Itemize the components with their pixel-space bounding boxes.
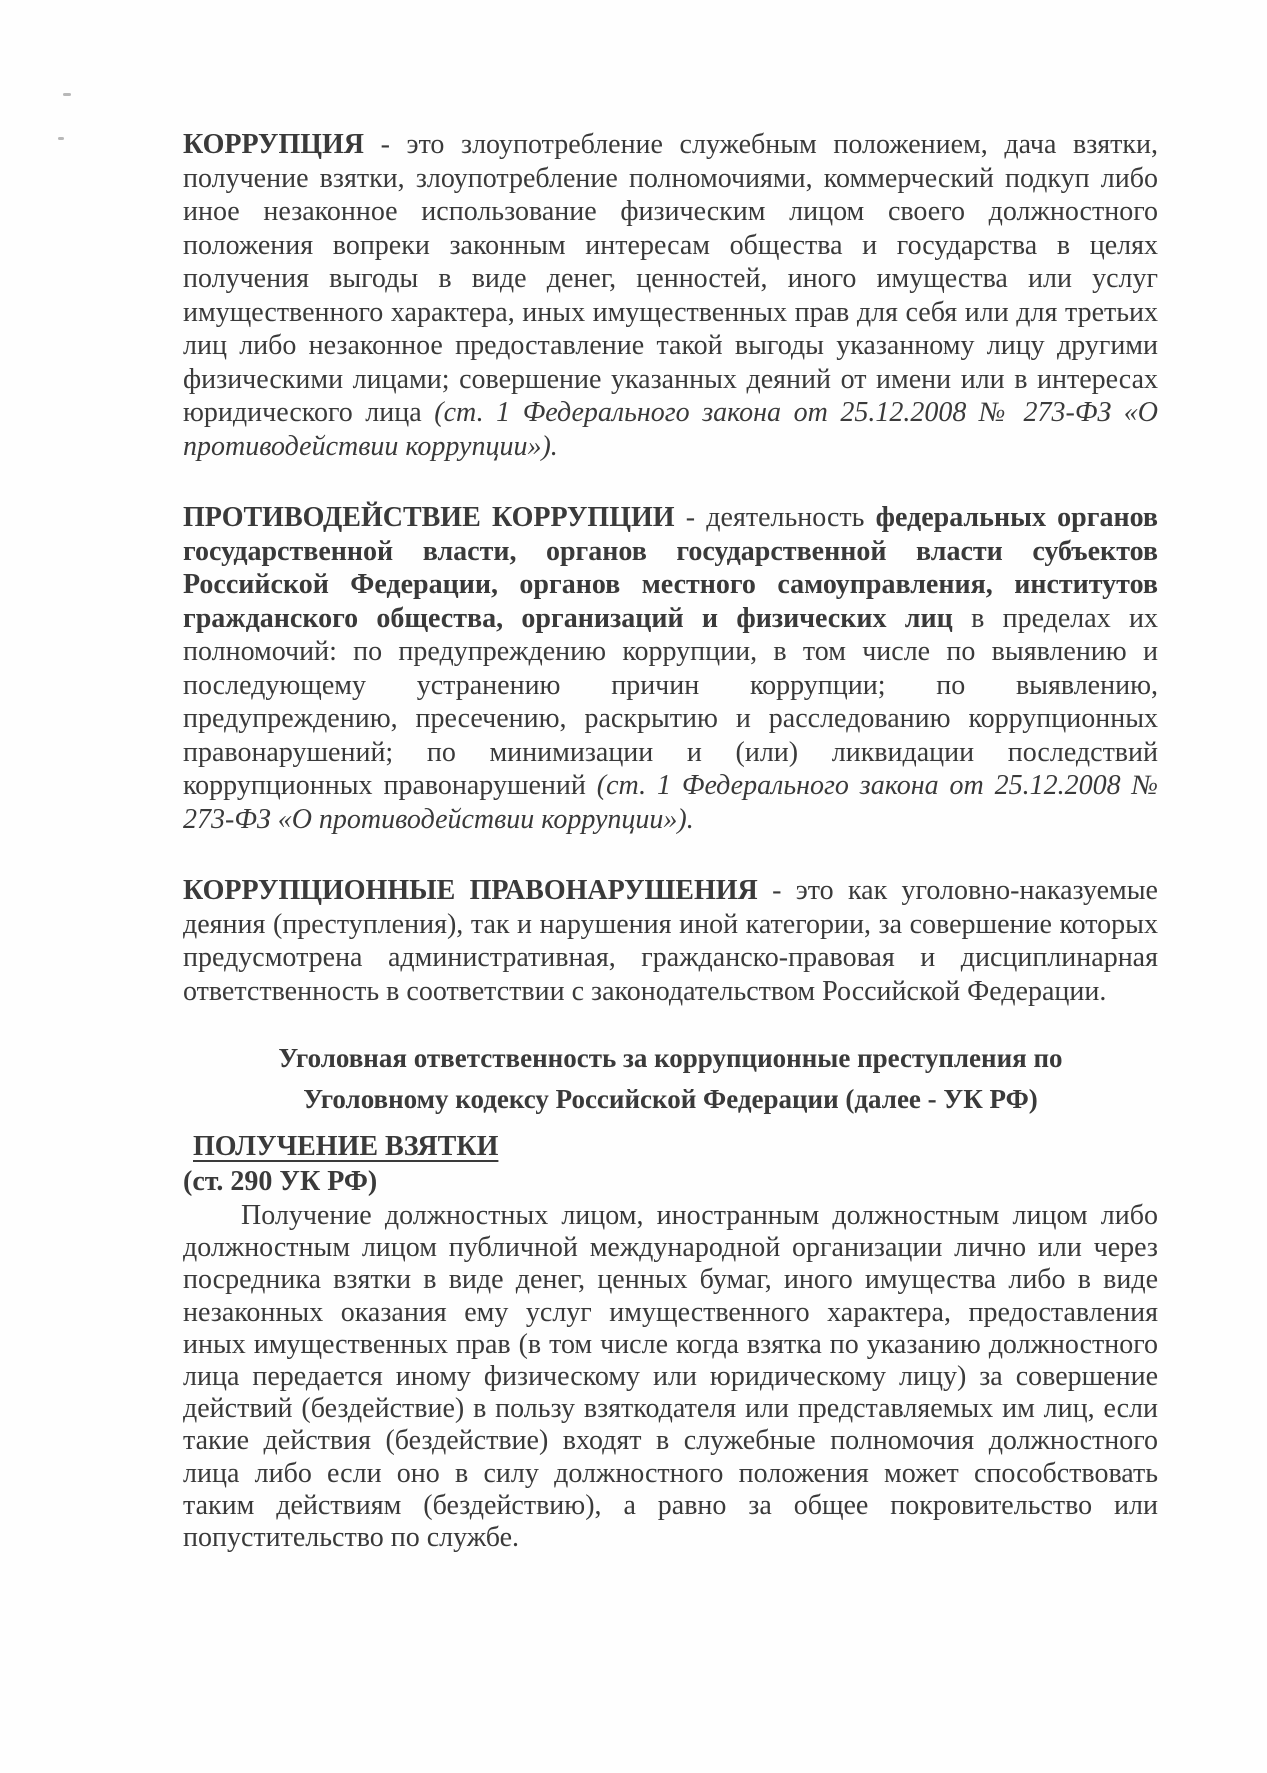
definition-term: КОРРУПЦИЯ: [183, 129, 365, 160]
definition-text-lead: деятельность: [706, 502, 876, 533]
definition-corruption-offenses: [183, 874, 1158, 1008]
definition-term: КОРРУПЦИОННЫЕ ПРАВОНАРУШЕНИЯ: [183, 875, 758, 906]
definition-separator: -: [674, 502, 707, 533]
scan-artifact-dot: [63, 93, 71, 96]
definition-separator: -: [757, 875, 796, 906]
definition-anti-corruption: [183, 501, 1158, 836]
definition-bold-subjects: федеральных органов государственной власти, органов государственной власти субъектов Российской Федерации, органов местного самоуправления, институтов гражданского общества, организаций и физических лиц: [183, 502, 1159, 634]
section-title-line-1: Уголовная ответственность за коррупционные преступления по: [278, 1043, 1063, 1073]
law-citation: (ст. 1 Федерального закона от 25.12.2008 № 273-ФЗ «О противодействии коррупции»).: [183, 770, 1158, 835]
definition-text: это злоупотребление служебным положением, дача взятки, получение взятки, злоупотребление полномочиями, коммерческий подкуп либо иное незаконное использование физическим лицом своего должностного положения вопреки законным интересам общества и государства в целях получения выгоды в виде денег, ценностей, иного имущества или услуг имущественного характера, иных имущественных прав для себя или для третьих лиц либо незаконное предоставление такой выгоды указанному лицу другими физическими лицами; совершение указанных деяний от имени или в интересах юридического лица: [183, 129, 1158, 428]
subsection-heading: ПОЛУЧЕНИЕ ВЗЯТКИ: [193, 1131, 499, 1162]
document-body: [183, 128, 1158, 1554]
law-citation: (ст. 1 Федерального закона от 25.12.2008 № 273-ФЗ «О противодействии коррупции»).: [183, 397, 1159, 462]
definition-separator: -: [364, 129, 407, 160]
definition-term: ПРОТИВОДЕЙСТВИЕ КОРРУПЦИИ: [183, 502, 675, 533]
definition-corruption: [183, 128, 1158, 463]
definition-text: в пределах их полномочий: по предупреждению коррупции, в том числе по выявлению и последующему устранению причин коррупции; по выявлению, предупреждению, пресечению, раскрытию и расследованию коррупционных правонарушений; по минимизации и (или) ликвидации последствий коррупционных правонарушений: [183, 602, 1158, 801]
section-title-line-2: Уголовному кодексу Российской Федерации (далее - УК РФ): [303, 1084, 1038, 1114]
article-reference: (ст. 290 УК РФ): [183, 1166, 378, 1197]
subsection-body: Получение должностных лицом, иностранным должностным лицом либо должностным лицом публичной международной организации лично или через посредника взятки в виде денег, ценных бумаг, иного имущества либо в виде незаконных оказания ему услуг имущественного характера, предоставления иных имущественных прав (в том числе когда взятка по указанию должностного лица передается иному физическому или юридическому лицу) за совершение действий (бездействие) в пользу взяткодателя или представляемых им лиц, если такие действия (бездействие) входят в служебные полномочия должностного лица либо если оно в силу должностного положения может способствовать таким действиям (бездействию), а равно за общее покровительство или попустительство по службе.: [183, 1200, 1158, 1554]
scan-artifact-dot: [58, 137, 64, 140]
section-title: [183, 1038, 1158, 1120]
definition-text: это как уголовно-наказуемые деяния (преступления), так и нарушения иной категории, за совершение которых предусмотрена административная, гражданско-правовая и дисциплинарная ответственность в соответствии с законодательством Российской Федерации.: [183, 875, 1158, 1007]
